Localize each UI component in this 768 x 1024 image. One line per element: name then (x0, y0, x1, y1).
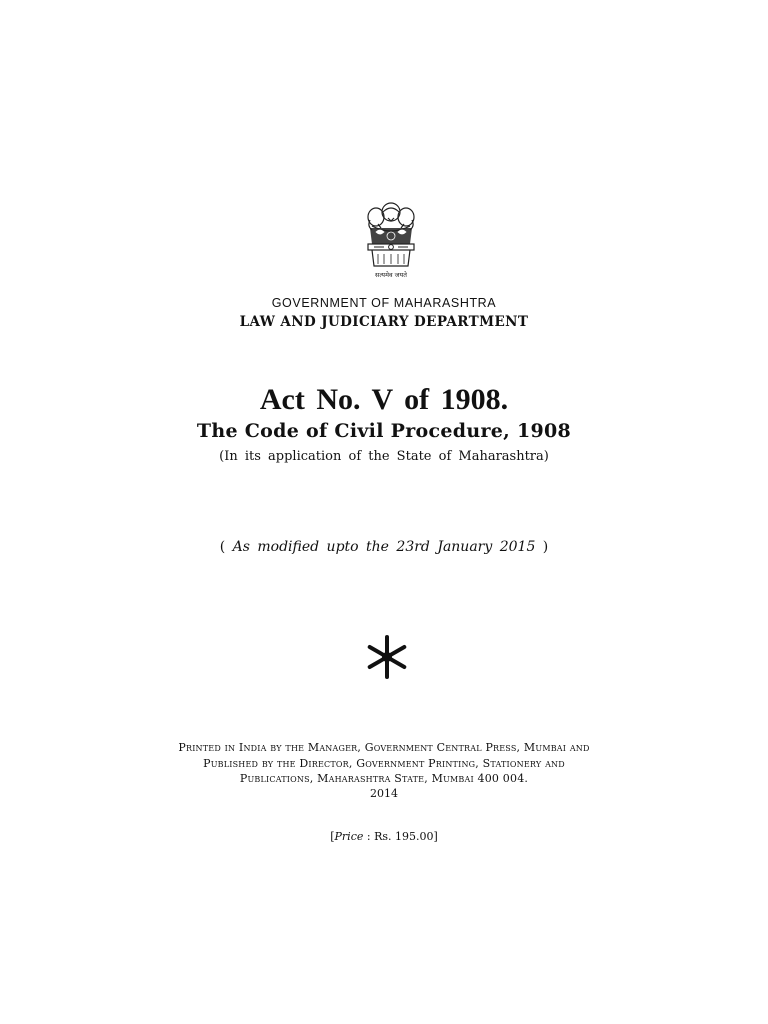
publisher-line-3: Publications, Maharashtra State, Mumbai 400 004. (239, 772, 529, 785)
modification-open: ( (219, 539, 233, 555)
government-heading: GOVERNMENT OF MAHARASHTRA (271, 296, 497, 310)
modification-close: ) (535, 539, 549, 555)
department-heading: LAW AND JUDICIARY DEPARTMENT (239, 314, 529, 330)
modification-text: As modified upto the 23rd January 2015 (232, 539, 536, 555)
price-note (0, 830, 768, 843)
price-value: : Rs. 195.00 (363, 830, 434, 843)
publication-year: 2014 (370, 787, 398, 800)
act-title: Act No. V of 1908. (259, 383, 509, 416)
code-title: The Code of Civil Procedure, 1908 (196, 420, 572, 442)
emblem-motto: सत्यमेव जयते (375, 271, 407, 279)
price-close: ] (433, 830, 438, 843)
asterisk-icon (362, 632, 412, 682)
publisher-line-2: Published by the Director, Government Printing, Stationery and (203, 757, 565, 770)
state-emblem-icon (358, 198, 424, 280)
publisher-line-1: Printed in India by the Manager, Government Central Press, Mumbai and (178, 741, 590, 754)
price-label: Price (334, 830, 364, 843)
application-note: (In its application of the State of Maharashtra) (219, 449, 549, 464)
modification-note (0, 539, 768, 555)
price-open: [ (330, 830, 335, 843)
